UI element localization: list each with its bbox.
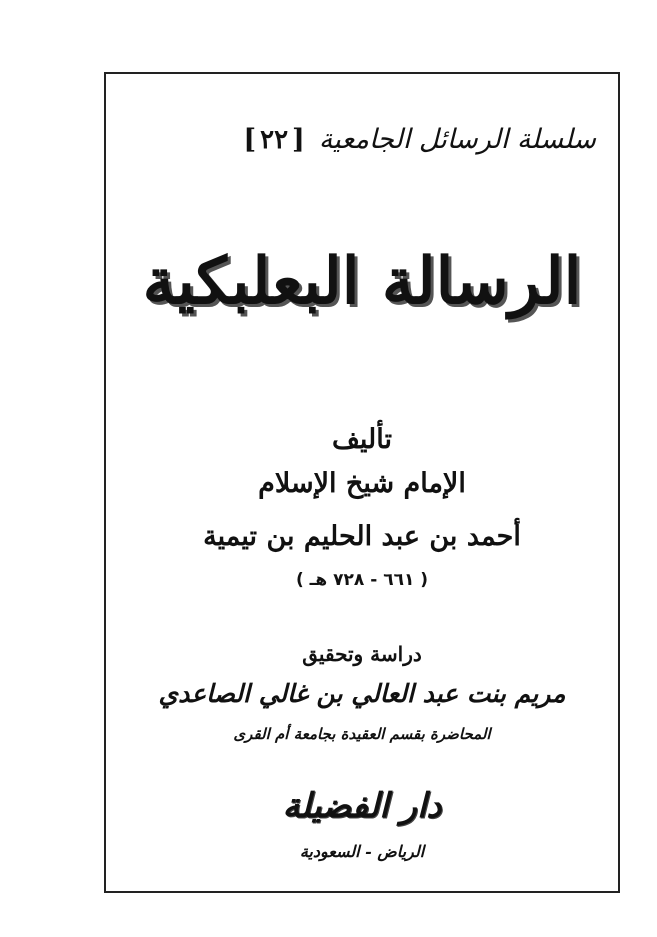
- book-title: الرسالة البعلبكية: [142, 244, 582, 319]
- publisher-name: دار الفضيلة: [282, 786, 442, 826]
- series-name: سلسلة الرسائل الجامعية: [318, 124, 596, 155]
- editor-label: دراسة وتحقيق: [302, 642, 422, 666]
- publisher-city: الرياض - السعودية: [299, 842, 425, 861]
- open-bracket-icon: [: [292, 124, 305, 155]
- cover-frame: [104, 72, 620, 893]
- series-number-box: [243, 124, 305, 155]
- author-title: الإمام شيخ الإسلام: [258, 468, 466, 499]
- close-bracket-icon: ]: [243, 124, 257, 155]
- author-name: أحمد بن عبد الحليم بن تيمية: [203, 521, 521, 552]
- author-dates: ( ٦٦١ - ٧٢٨ هـ ): [295, 570, 429, 590]
- editor-name: مريم بنت عبد العالي بن غالي الصاعدي: [158, 679, 566, 708]
- author-label: تأليف: [331, 424, 393, 455]
- editor-affiliation: المحاضرة بقسم العقيدة بجامعة أم القرى: [233, 725, 491, 743]
- cover-content: [106, 74, 618, 891]
- series-number: ٢٢: [260, 125, 289, 155]
- series-line: [128, 124, 596, 155]
